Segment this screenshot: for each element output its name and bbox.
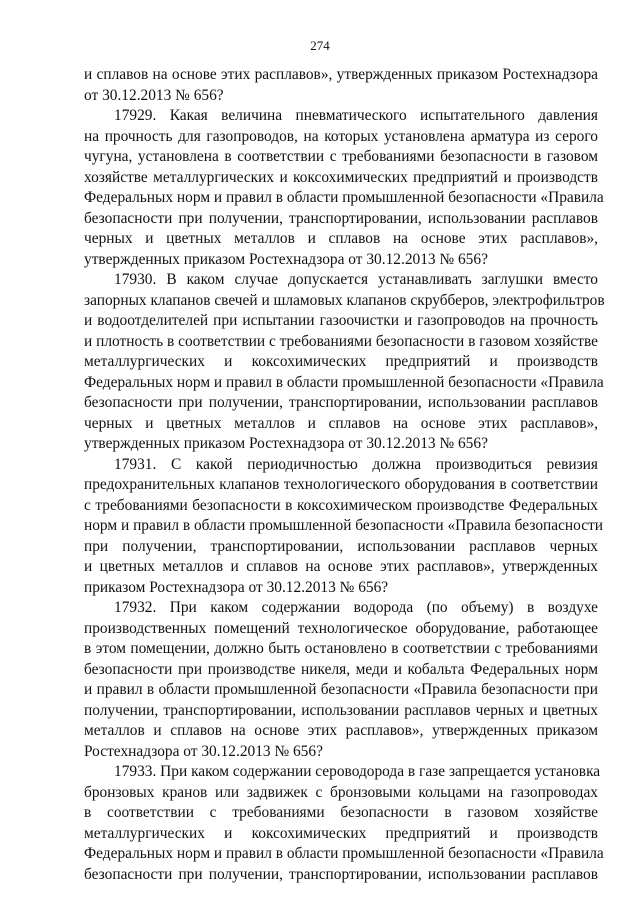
text-line: и правил в области промышленной безопасности «Правила безопасности при [84,681,598,698]
question-17931 [84,455,604,599]
question-17933 [84,762,604,885]
text-line: с требованиями безопасности в коксохимическом производстве Федеральных [84,496,598,514]
paragraph-continuation [84,65,598,106]
text-line: металлургических и коксохимических предприятий и производств [84,824,598,842]
text-line: предохранительных клапанов технологического оборудования в соответствии [84,476,598,493]
text-line: бронзовых кранов или задвижек с бронзовыми кольцами на газопроводах [84,783,598,801]
page-number: 274 [310,38,330,53]
text-line: норм и правил в области промышленной безопасности «Правила безопасности [84,517,604,534]
text-line: безопасности при получении, транспортировании, использовании расплавов [84,394,598,411]
text-line: в соответствии с требованиями безопасности в газовом хозяйстве [84,804,598,821]
text-line: утвержденных приказом Ростехнадзора от 30.12.2013 № 656? [84,435,488,452]
question-17930 [84,270,605,455]
text-line: утвержденных приказом Ростехнадзора от 30.12.2013 № 656? [84,250,488,268]
text-line: хозяйстве металлургических и коксохимических предприятий и производств [84,168,598,186]
text-line: черных и цветных металлов и сплавов на основе этих расплавов», [84,414,598,432]
text-line: производственных помещений технологическое оборудование, работающее [84,619,598,637]
text-line: приказом Ростехнадзора от 30.12.2013 № 656? [84,578,389,596]
text-line: Федеральных норм и правил в области промышленной безопасности «Правила [84,189,604,206]
text-line: металлов и сплавов на основе этих расплавов», утвержденных приказом [84,722,598,739]
text-line: безопасности при производстве никеля, меди и кобальта Федеральных норм [84,660,598,678]
text-line: от 30.12.2013 № 656? [84,86,224,104]
text-line: запорных клапанов свечей и шламовых клапанов скрубберов, электрофильтров [84,291,605,309]
text-line: безопасности при получении, транспортировании, использовании расплавов [84,209,598,227]
question-17932 [84,598,598,762]
text-line: 17930. В каком случае допускается устанавливать заглушки вместо [114,271,598,288]
text-line: и плотность в соответствии с требованиями безопасности в газовом хозяйстве [84,332,598,350]
text-line: получении, транспортировании, использовании расплавов черных и цветных [84,701,598,719]
text-line: на прочность для газопроводов, на которых установлена арматура из серого [84,127,598,145]
text-line: чугуна, установлена в соответствии с требованиями безопасности в газовом [84,148,598,165]
text-line: Федеральных норм и правил в области промышленной безопасности «Правила [84,373,604,391]
text-line: Федеральных норм и правил в области промышленной безопасности «Правила [84,845,604,862]
text-line: и сплавов на основе этих расплавов», утвержденных приказом Ростехнадзора [84,66,598,83]
text-line: 17932. При каком содержании водорода (по объему) в воздухе [114,599,598,616]
text-line: в этом помещении, должно быть остановлено в соответствии с требованиями [84,640,598,657]
text-line: Ростехнадзора от 30.12.2013 № 656? [84,742,323,760]
text-line: безопасности при получении, транспортировании, использовании расплавов [84,865,598,883]
text-line: 17933. При каком содержании сероводорода в газе запрещается установка [114,763,601,780]
text-line: и водоотделителей при испытании газоочистки и газопроводов на прочность [84,312,598,329]
text-line: при получении, транспортировании, использовании расплавов черных [84,537,598,555]
text-line: черных и цветных металлов и сплавов на основе этих расплавов», [84,230,598,247]
text-line: 17929. Какая величина пневматического испытательного давления [114,107,598,124]
text-line: металлургических и коксохимических предприятий и производств [84,353,598,370]
document-body [84,65,605,885]
text-line: 17931. С какой периодичностью должна производиться ревизия [114,455,598,473]
text-line: и цветных металлов и сплавов на основе этих расплавов», утвержденных [84,558,598,575]
question-17929 [84,106,604,270]
